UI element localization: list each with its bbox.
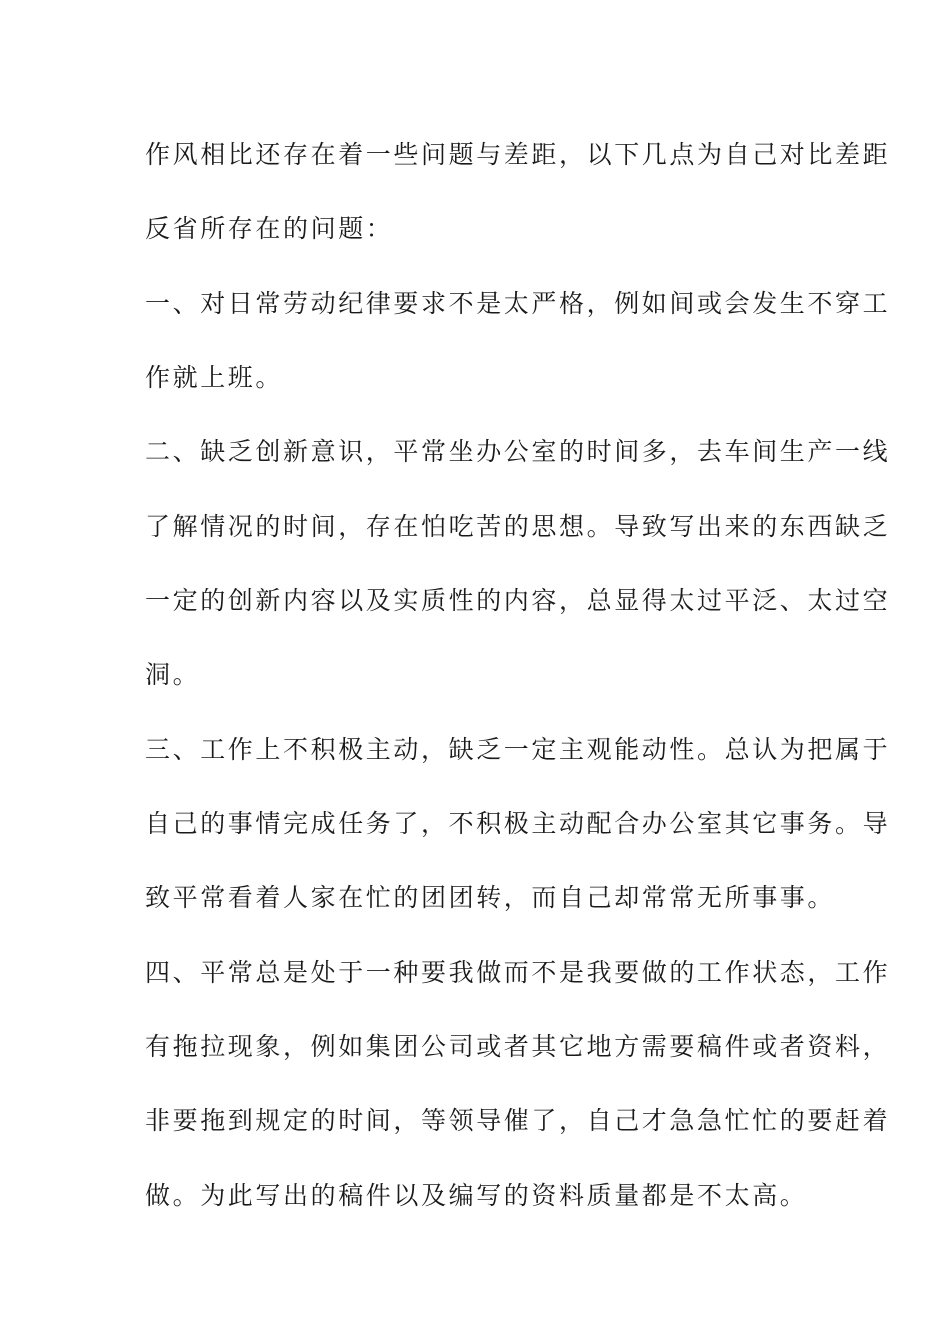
text-line: 自己的事情完成任务了，不积极主动配合办公室其它事务。导 — [145, 809, 891, 838]
text-line: 有拖拉现象，例如集团公司或者其它地方需要稿件或者资料， — [145, 1032, 891, 1061]
text-line: 了解情况的时间，存在怕吃苦的思想。导致写出来的东西缺乏 — [145, 512, 891, 541]
text-line: 作就上班。 — [145, 363, 284, 392]
text-line: 洞。 — [145, 660, 201, 689]
text-line: 二、缺乏创新意识，平常坐办公室的时间多，去车间生产一线 — [145, 437, 891, 466]
text-line: 作风相比还存在着一些问题与差距，以下几点为自己对比差距 — [145, 140, 891, 169]
text-line: 一、对日常劳动纪律要求不是太严格，例如间或会发生不穿工 — [145, 289, 891, 318]
text-line: 非要拖到规定的时间，等领导催了，自己才急急忙忙的要赶着 — [145, 1106, 891, 1135]
text-line: 四、平常总是处于一种要我做而不是我要做的工作状态，工作 — [145, 958, 891, 987]
text-line: 反省所存在的问题： — [145, 214, 394, 243]
text-line: 做。为此写出的稿件以及编写的资料质量都是不太高。 — [145, 1181, 808, 1210]
text-line: 三、工作上不积极主动，缺乏一定主观能动性。总认为把属于 — [145, 735, 891, 764]
text-line: 致平常看着人家在忙的团团转，而自己却常常无所事事。 — [145, 883, 836, 912]
text-line: 一定的创新内容以及实质性的内容，总显得太过平泛、太过空 — [145, 586, 891, 615]
